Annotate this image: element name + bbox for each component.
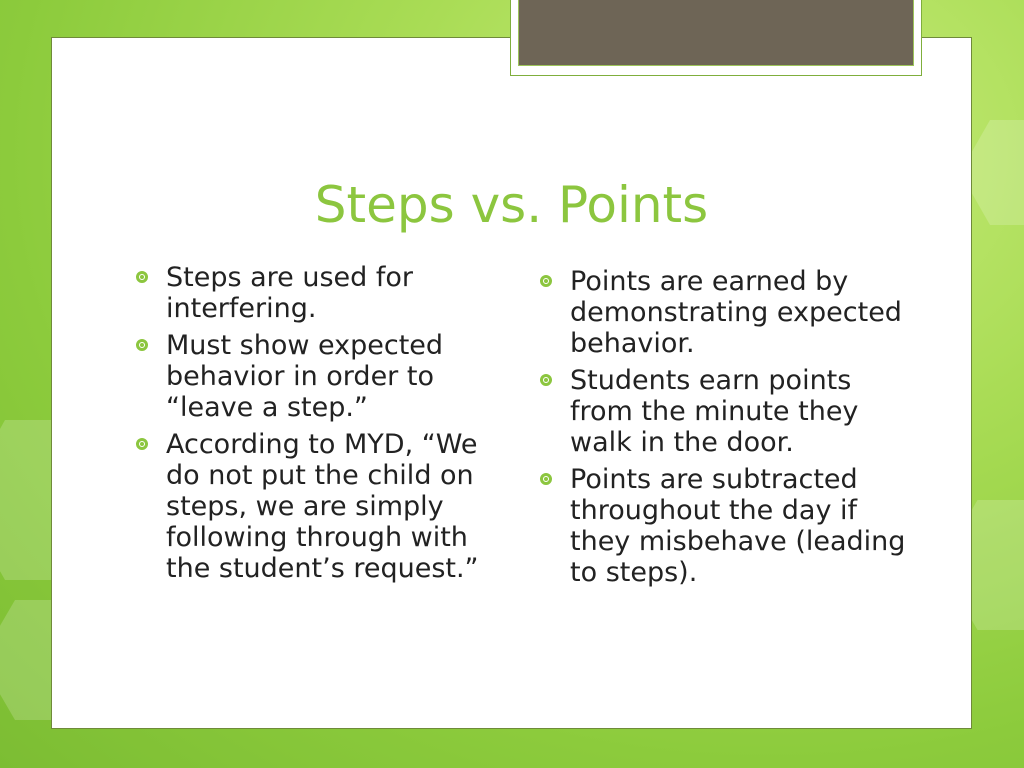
bullet-text: Points are earned by demonstrating expected behavior.	[570, 266, 902, 359]
accent-bar	[518, 0, 914, 66]
circle-bullet-icon	[136, 271, 148, 283]
slide-title: Steps vs. Points	[314, 176, 709, 234]
bullet-text: According to MYD, “We do not put the child on steps, we are simply following through with the student’s request.”	[166, 429, 479, 584]
circle-bullet-icon	[136, 339, 148, 351]
bullet-text: Must show expected behavior in order to “leave a step.”	[166, 330, 444, 423]
bullet-text: Students earn points from the minute they walk in the door.	[570, 365, 859, 458]
left-bullet-list	[134, 262, 494, 590]
list-item	[538, 266, 908, 359]
right-bullet-list	[538, 266, 908, 594]
list-item	[538, 464, 908, 588]
circle-bullet-icon	[540, 374, 552, 386]
bullet-text: Steps are used for interfering.	[166, 262, 414, 324]
circle-bullet-icon	[540, 473, 552, 485]
circle-bullet-icon	[540, 275, 552, 287]
list-item	[134, 262, 494, 324]
list-item	[134, 429, 494, 584]
circle-bullet-icon	[136, 438, 148, 450]
list-item	[134, 330, 494, 423]
bullet-text: Points are subtracted throughout the day if they misbehave (leading to steps).	[570, 464, 906, 588]
list-item	[538, 365, 908, 458]
